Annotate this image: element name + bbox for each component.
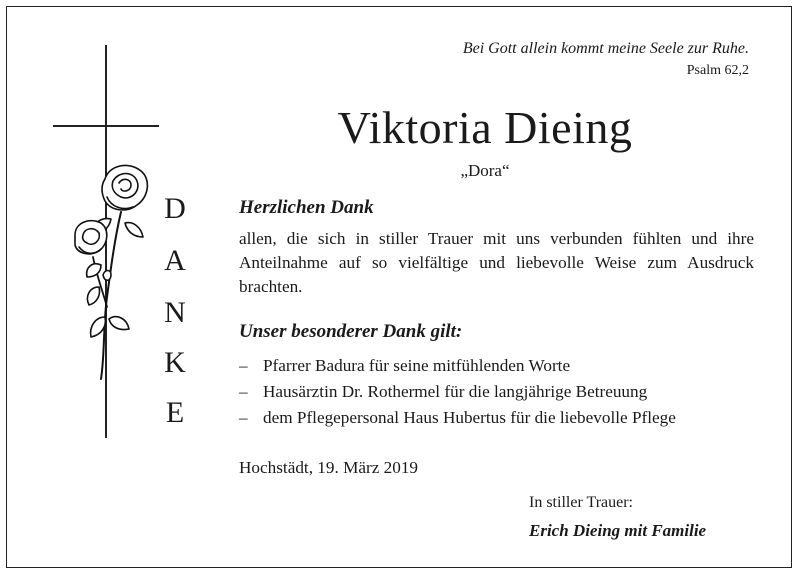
epigraph-reference: Psalm 62,2	[686, 63, 749, 78]
thanks-paragraph: allen, die sich in stiller Trauer mit uns verbunden fühlten und ihre Anteilnahme auf so vielfältige und liebevolle Weise zum Ausdruck brachten.	[239, 229, 754, 296]
special-thanks-list	[239, 353, 676, 431]
mourners-names: Erich Dieing mit Familie	[529, 521, 707, 540]
danke-letter: D	[164, 192, 186, 225]
list-item: – dem Pflegepersonal Haus Hubertus für die liebevolle Pflege	[239, 405, 676, 431]
obituary-card	[6, 6, 792, 568]
special-thanks-heading: Unser besonderer Dank gilt:	[239, 321, 463, 342]
thanks-heading: Herzlichen Dank	[239, 197, 374, 218]
list-item: – Hausärztin Dr. Rothermel für die langjährige Betreuung	[239, 379, 676, 405]
cross-horizontal-bar	[53, 125, 159, 127]
list-item: – Pfarrer Badura für seine mitfühlenden Worte	[239, 353, 676, 379]
deceased-name: Viktoria Dieing	[337, 102, 633, 153]
deceased-nickname: „Dora“	[460, 161, 510, 180]
dash-bullet: –	[239, 408, 248, 427]
danke-letter: E	[165, 396, 185, 429]
danke-letter: K	[164, 346, 186, 379]
danke-letter: N	[164, 296, 186, 329]
epigraph-quote: Bei Gott allein kommt meine Seele zur Ruhe.	[462, 40, 749, 57]
dash-bullet: –	[239, 382, 248, 401]
mourners-intro: In stiller Trauer:	[529, 494, 633, 511]
rose-icon	[63, 157, 153, 387]
danke-letter: A	[164, 244, 186, 277]
place-date: Hochstädt, 19. März 2019	[239, 458, 419, 477]
dash-bullet: –	[239, 356, 248, 375]
